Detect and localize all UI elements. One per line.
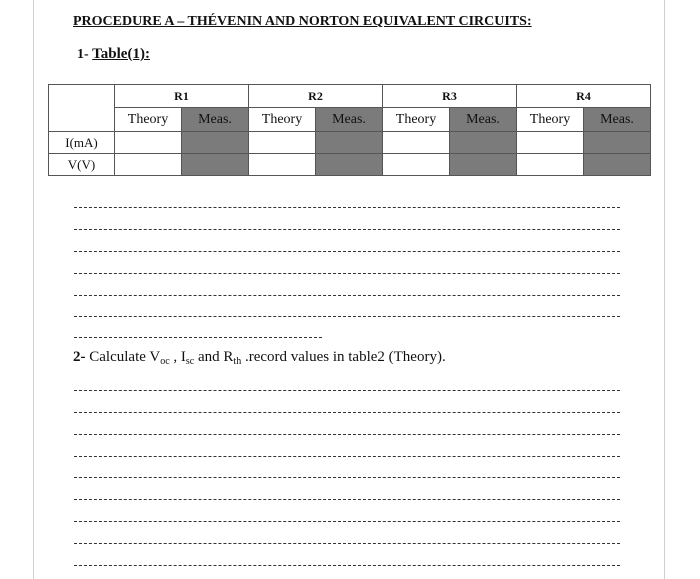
input-cell-meas[interactable] (182, 154, 249, 176)
answer-line[interactable] (74, 229, 620, 230)
answer-line[interactable] (74, 390, 620, 391)
procedure-heading: PROCEDURE A – THÉVENIN AND NORTON EQUIVALENT CIRCUITS: (73, 14, 532, 29)
answer-line[interactable] (74, 565, 620, 566)
answer-line[interactable] (74, 273, 620, 274)
question-2-text-mid: and R (194, 349, 234, 365)
subheader-meas: Meas. (450, 108, 517, 132)
answer-line[interactable] (74, 499, 620, 500)
input-cell-theory[interactable] (517, 154, 584, 176)
answer-line[interactable] (74, 207, 620, 208)
answer-line[interactable] (74, 521, 620, 522)
input-cell-theory[interactable] (249, 132, 316, 154)
subheader-meas: Meas. (316, 108, 383, 132)
subheader-theory: Theory (249, 108, 316, 132)
answer-line[interactable] (74, 337, 322, 338)
question-2-sep: , I (169, 349, 186, 365)
table-title-number: 1- (77, 47, 89, 62)
input-cell-theory[interactable] (383, 132, 450, 154)
answer-line[interactable] (74, 412, 620, 413)
table-title-label: Table(1): (92, 46, 150, 62)
input-cell-meas[interactable] (450, 132, 517, 154)
answer-line[interactable] (74, 251, 620, 252)
question-2 (73, 349, 446, 367)
subheader-theory: Theory (383, 108, 450, 132)
subscript-th: th (233, 356, 242, 367)
input-cell-meas[interactable] (450, 154, 517, 176)
page-edge-left (33, 0, 34, 579)
answer-line[interactable] (74, 477, 620, 478)
input-cell-theory[interactable] (249, 154, 316, 176)
input-cell-meas[interactable] (584, 132, 651, 154)
answer-line[interactable] (74, 295, 620, 296)
page-edge-right (664, 0, 665, 579)
header-r4: R4 (517, 85, 651, 108)
input-cell-theory[interactable] (115, 132, 182, 154)
header-r3: R3 (383, 85, 517, 108)
question-2-text-after: .record values in table2 (Theory). (241, 349, 446, 365)
measurement-table (48, 84, 651, 176)
input-cell-theory[interactable] (115, 154, 182, 176)
input-cell-theory[interactable] (383, 154, 450, 176)
answer-line[interactable] (74, 434, 620, 435)
subheader-meas: Meas. (584, 108, 651, 132)
input-cell-meas[interactable] (182, 132, 249, 154)
header-r2: R2 (249, 85, 383, 108)
answer-line[interactable] (74, 456, 620, 457)
input-cell-theory[interactable] (517, 132, 584, 154)
question-2-number: 2- (73, 349, 86, 365)
input-cell-meas[interactable] (584, 154, 651, 176)
subscript-sc: sc (185, 356, 195, 367)
subscript-oc: oc (160, 356, 170, 367)
answer-line[interactable] (74, 316, 620, 317)
table-title (77, 46, 150, 63)
table-corner-cell (49, 85, 115, 132)
input-cell-meas[interactable] (316, 132, 383, 154)
row-label-voltage: V(V) (49, 154, 115, 176)
input-cell-meas[interactable] (316, 154, 383, 176)
subheader-theory: Theory (115, 108, 182, 132)
answer-line[interactable] (74, 543, 620, 544)
subheader-theory: Theory (517, 108, 584, 132)
row-label-current: I(mA) (49, 132, 115, 154)
question-2-text-before: Calculate V (89, 349, 161, 365)
subheader-meas: Meas. (182, 108, 249, 132)
header-r1: R1 (115, 85, 249, 108)
